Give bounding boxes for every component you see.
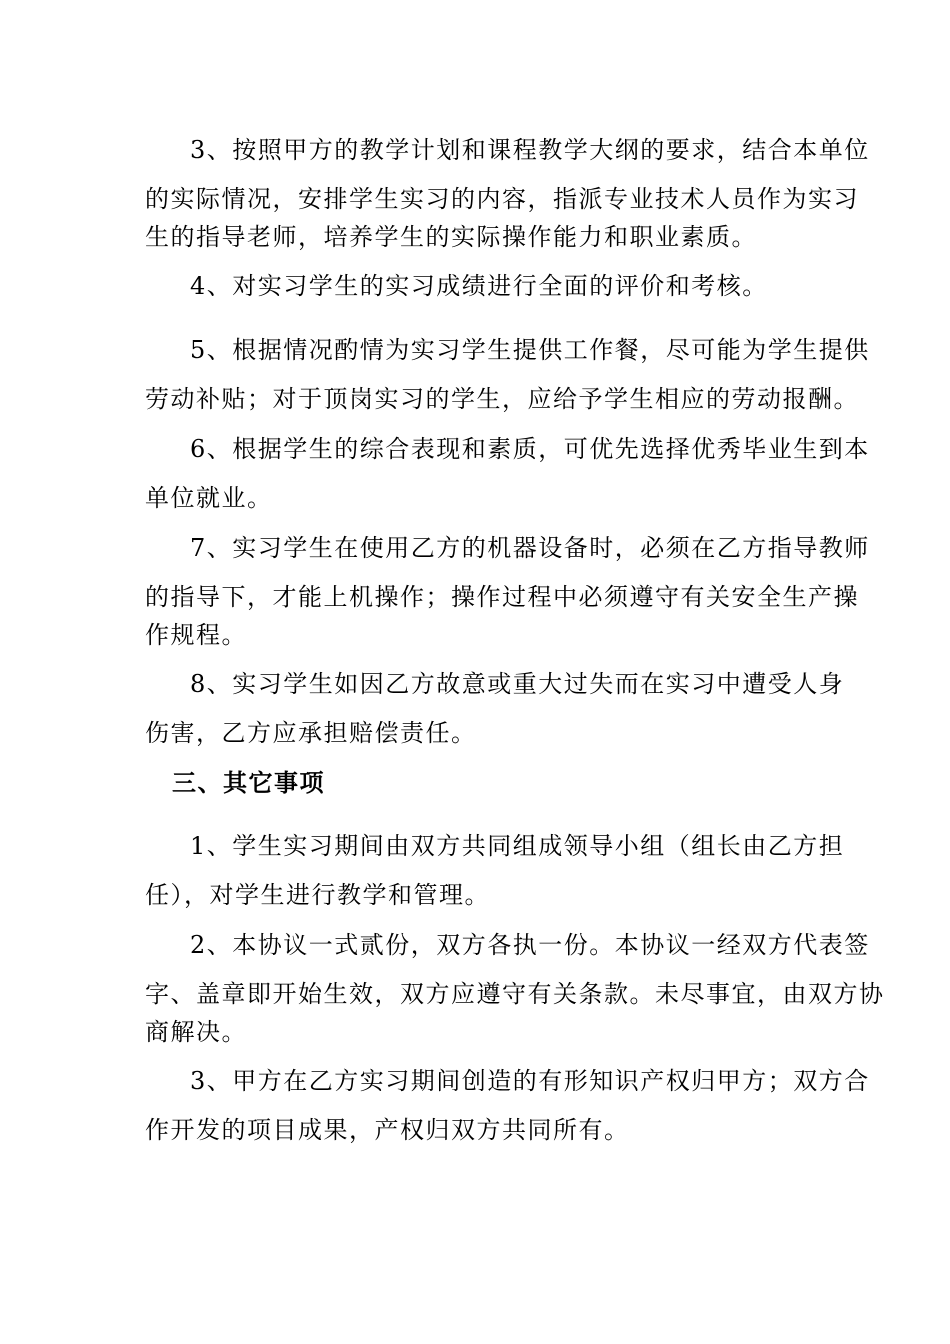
clause-3-1-line-2: 任），对学生进行教学和管理。	[145, 881, 490, 909]
clause-2-7-line-3: 作规程。	[145, 621, 247, 649]
clause-3-3-line-2: 作开发的项目成果，产权归双方共同所有。	[145, 1116, 630, 1144]
section-heading-other-matters: 三、其它事项	[172, 768, 325, 797]
clause-2-7-line-2: 的指导下，才能上机操作；操作过程中必须遵守有关安全生产操	[145, 583, 859, 611]
clause-2-8-line-2: 伤害，乙方应承担赔偿责任。	[145, 719, 477, 747]
clause-3-1-line-1: 1、学生实习期间由双方共同组成领导小组（组长由乙方担	[190, 832, 845, 860]
clause-2-6-line-2: 单位就业。	[145, 484, 273, 512]
clause-2-3-line-3: 生的指导老师，培养学生的实际操作能力和职业素质。	[145, 223, 757, 251]
clause-3-2-line-1: 2、本协议一式贰份，双方各执一份。本协议一经双方代表签	[190, 931, 870, 959]
clause-2-3-line-1: 3、按照甲方的教学计划和课程教学大纲的要求，结合本单位	[190, 136, 870, 164]
clause-2-5-line-1: 5、根据情况酌情为实习学生提供工作餐，尽可能为学生提供	[190, 336, 870, 364]
clause-2-3-line-2: 的实际情况，安排学生实习的内容，指派专业技术人员作为实习	[145, 185, 859, 213]
clause-3-2-line-2: 字、盖章即开始生效，双方应遵守有关条款。未尽事宜，由双方协	[145, 980, 885, 1008]
clause-2-4: 4、对实习学生的实习成绩进行全面的评价和考核。	[190, 272, 768, 300]
clause-2-8-line-1: 8、实习学生如因乙方故意或重大过失而在实习中遭受人身	[190, 670, 845, 698]
clause-2-5-line-2: 劳动补贴；对于顶岗实习的学生，应给予学生相应的劳动报酬。	[145, 385, 859, 413]
clause-3-2-line-3: 商解决。	[145, 1018, 247, 1046]
clause-3-3-line-1: 3、甲方在乙方实习期间创造的有形知识产权归甲方；双方合	[190, 1067, 870, 1095]
clause-2-6-line-1: 6、根据学生的综合表现和素质，可优先选择优秀毕业生到本	[190, 435, 870, 463]
clause-2-7-line-1: 7、实习学生在使用乙方的机器设备时，必须在乙方指导教师	[190, 534, 870, 562]
